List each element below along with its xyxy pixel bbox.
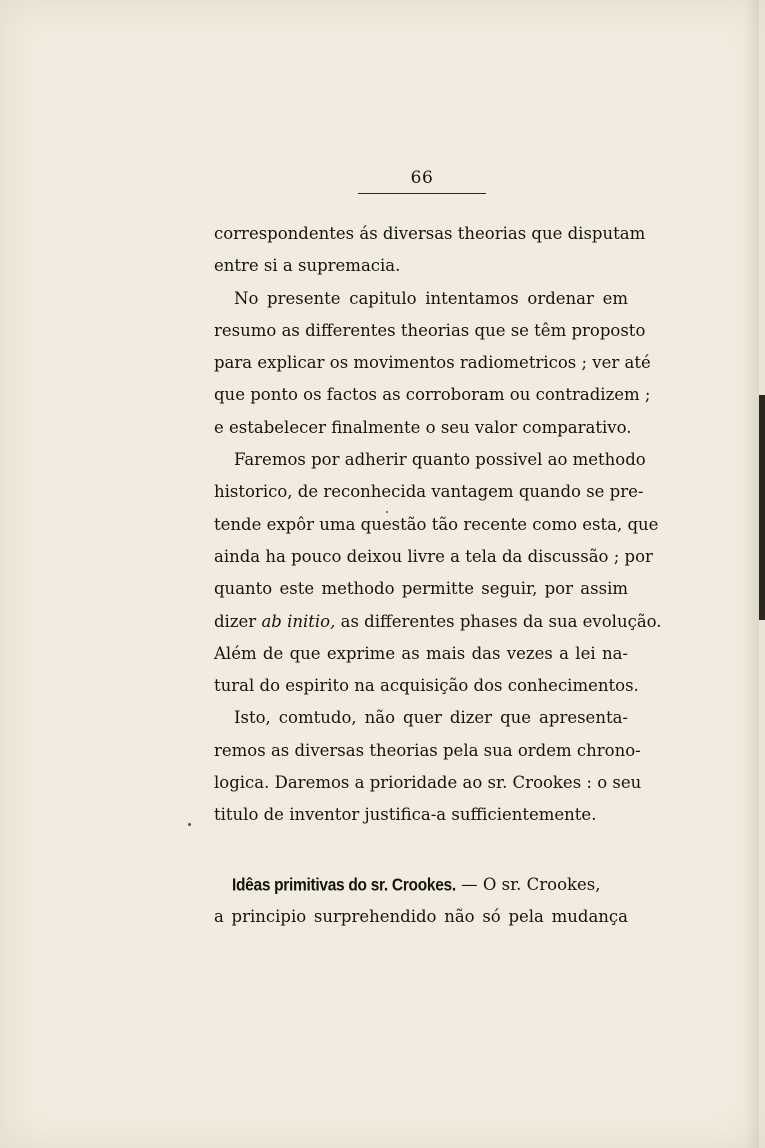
text-line: quanto este methodo permitte seguir, por assim — [214, 579, 628, 599]
section-lead: — O sr. Crookes, — [455, 875, 601, 894]
text-line: resumo as differentes theorias que se têm proposto — [214, 320, 646, 340]
italic-prefix: dizer — [214, 611, 262, 631]
italic-suffix: as differentes phases da sua evolução. — [335, 611, 662, 631]
section-heading: Idêas primitivas do sr. Crookes. — [232, 875, 456, 896]
text-line: a principio surprehendido não só pela mudança — [214, 907, 628, 927]
text-line: titulo de inventor justifica-a sufficientemente. — [214, 805, 597, 825]
text-line: tende expôr uma questão tão recente como esta, que — [214, 514, 659, 534]
text-line: tural do espirito na acquisição dos conhecimentos. — [214, 676, 639, 696]
text-line: Isto, comtudo, não quer dizer que apresenta- — [234, 708, 628, 728]
text-line: logica. Daremos a prioridade ao sr. Crookes : o seu — [214, 773, 642, 793]
text-line: entre si a supremacia. — [214, 256, 401, 276]
body-text — [214, 218, 662, 832]
paper-speck — [386, 511, 388, 513]
paper-speck — [188, 823, 191, 826]
text-line: que ponto os factos as corroboram ou contradizem ; — [214, 385, 651, 405]
italic-latin-phrase: ab initio, — [261, 611, 336, 631]
page-edge-shadow — [745, 0, 759, 1148]
section-start — [214, 869, 628, 934]
text-line: remos as diversas theorias pela sua ordem chrono- — [214, 740, 641, 760]
text-line: Além de que exprime as mais das vezes a lei na- — [214, 643, 628, 663]
header-rule — [358, 193, 486, 194]
text-line: ainda ha pouco deixou livre a tela da discussão ; por — [214, 546, 653, 566]
text-line: para explicar os movimentos radiometricos ; ver até — [214, 353, 651, 373]
section-next-line-wrap — [214, 901, 628, 933]
text-line: No presente capitulo intentamos ordenar em — [234, 288, 628, 308]
page-number: 66 — [410, 168, 434, 188]
text-line: correspondentes ás diversas theorias que disputam — [214, 224, 646, 243]
text-line: historico, de reconhecida vantagem quando se pre- — [214, 482, 644, 502]
text-line-italic — [214, 606, 662, 638]
text-line: Faremos por adherir quanto possivel ao methodo — [234, 450, 646, 470]
text-line: e estabelecer finalmente o seu valor comparativo. — [214, 417, 632, 437]
page-edge-binding — [759, 395, 765, 620]
section-heading-line — [232, 869, 628, 901]
